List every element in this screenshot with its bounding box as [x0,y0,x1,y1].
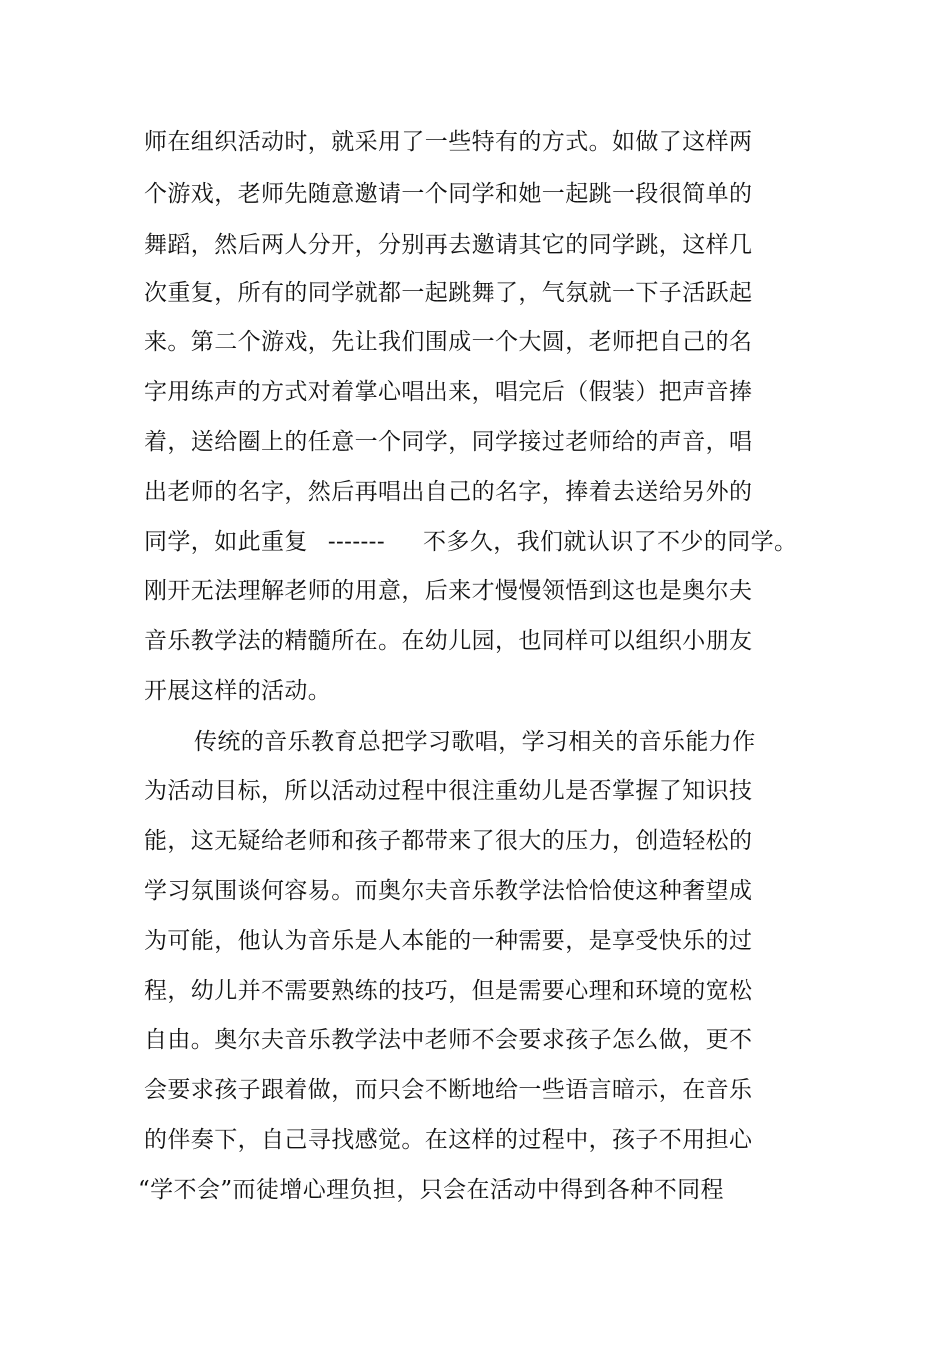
text-segment: 不多久，我们就认识了不少的同学。 [423,529,798,555]
text-line: 会要求孩子跟着做，而只会不断地给一些语言暗示，在音乐 [144,1077,753,1103]
text-line: 着，送给圈上的任意一个同学，同学接过老师给的声音，唱 [144,429,753,455]
text-line: 为活动目标，所以活动过程中很注重幼儿是否掌握了知识技 [144,778,753,804]
text-line [144,527,797,557]
text-line: 来。第二个游戏，先让我们围成一个大圆，老师把自己的名 [144,329,753,355]
text-line: 为可能，他认为音乐是人本能的一种需要，是享受快乐的过 [144,928,753,954]
text-line: 次重复，所有的同学就都一起跳舞了，气氛就一下子活跃起 [144,280,753,306]
text-line: 学习氛围谈何容易。而奥尔夫音乐教学法恰恰使这种奢望成 [144,878,753,904]
text-line: 自由。奥尔夫音乐教学法中老师不会要求孩子怎么做，更不 [144,1027,753,1053]
text-line: 个游戏，老师先随意邀请一个同学和她一起跳一段很简单的 [144,181,753,207]
text-line: 传统的音乐教育总把学习歌唱，学习相关的音乐能力作 [194,729,756,755]
dash-separator: ------- [327,529,386,555]
text-line: 的伴奏下，自己寻找感觉。在这样的过程中，孩子不用担心 [144,1127,753,1153]
text-line: 能，这无疑给老师和孩子都带来了很大的压力，创造轻松的 [144,828,753,854]
text-line: 舞蹈，然后两人分开，分别再去邀请其它的同学跳，这样几 [144,232,753,258]
text-line: “学不会”而徒增心理负担，只会在活动中得到各种不同程 [138,1177,724,1203]
text-segment: 同学，如此重复 [144,529,308,555]
text-line: 出老师的名字，然后再唱出自己的名字，捧着去送给另外的 [144,479,753,505]
text-line: 音乐教学法的精髓所在。在幼儿园，也同样可以组织小朋友 [144,628,753,654]
text-line: 师在组织活动时，就采用了一些特有的方式。如做了这样两 [144,129,753,155]
text-line: 字用练声的方式对着掌心唱出来，唱完后（假装）把声音捧 [144,379,753,405]
text-line: 刚开无法理解老师的用意，后来才慢慢领悟到这也是奥尔夫 [144,578,753,604]
text-line: 开展这样的活动。 [144,678,332,704]
text-line: 程，幼儿并不需要熟练的技巧，但是需要心理和环境的宽松 [144,978,753,1004]
